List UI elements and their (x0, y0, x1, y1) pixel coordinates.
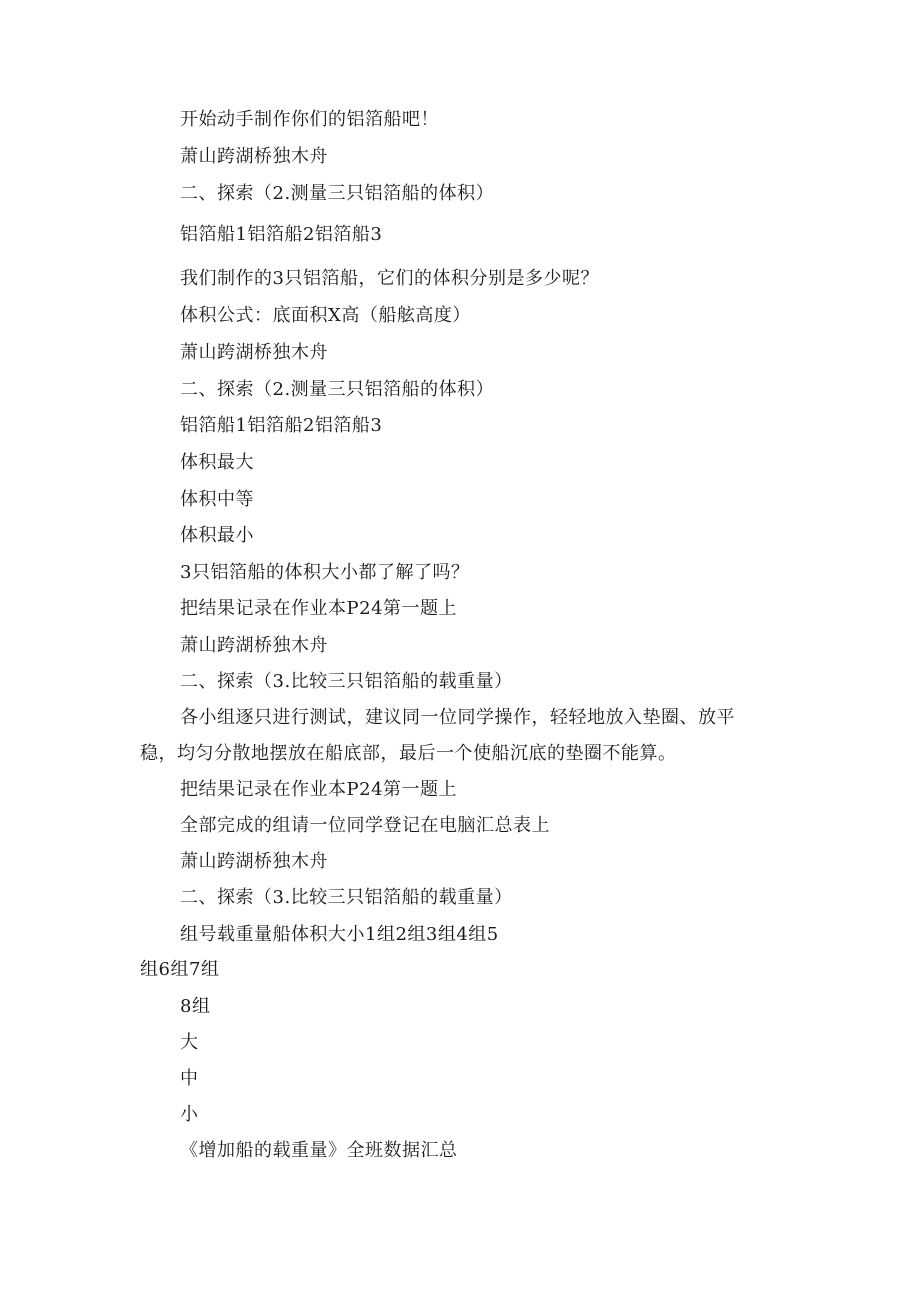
text-line: 大 (180, 1032, 199, 1053)
text-line: 体积最大 (180, 452, 254, 473)
text-line: 我们制作的3只铝箔船，它们的体积分别是多少呢？ (180, 268, 599, 289)
text-line: 体积公式：底面积X高（船舷高度） (180, 305, 471, 326)
text-line: 稳，均匀分散地摆放在船底部，最后一个使船沉底的垫圈不能算。 (140, 743, 677, 764)
text-line: 体积中等 (180, 489, 254, 510)
text-line: 二、探索（2.测量三只铝箔船的体积） (180, 379, 495, 400)
text-line: 全部完成的组请一位同学登记在电脑汇总表上 (180, 815, 550, 836)
text-line: 《增加船的载重量》全班数据汇总 (180, 1140, 458, 1161)
text-line: 中 (180, 1068, 199, 1089)
text-line: 体积最小 (180, 525, 254, 546)
text-line: 二、探索（2.测量三只铝箔船的体积） (180, 183, 495, 204)
text-line: 小 (180, 1104, 199, 1125)
text-line: 8组 (180, 996, 211, 1017)
text-line: 萧山跨湖桥独木舟 (180, 342, 328, 363)
text-line: 把结果记录在作业本P24第一题上 (180, 598, 458, 619)
text-line: 把结果记录在作业本P24第一题上 (180, 779, 458, 800)
text-line: 各小组逐只进行测试，建议同一位同学操作，轻轻地放入垫圈、放平 (180, 707, 735, 728)
text-line: 二、探索（3.比较三只铝箔船的载重量） (180, 671, 513, 692)
text-line: 萧山跨湖桥独木舟 (180, 635, 328, 656)
text-line: 组号载重量船体积大小1组2组3组4组5 (180, 924, 499, 945)
text-line: 二、探索（3.比较三只铝箔船的载重量） (180, 887, 513, 908)
text-line: 组6组7组 (140, 959, 220, 980)
text-line: 铝箔船1铝箔船2铝箔船3 (180, 415, 383, 436)
text-line: 铝箔船1铝箔船2铝箔船3 (180, 224, 383, 245)
text-line: 萧山跨湖桥独木舟 (180, 146, 328, 167)
text-line: 萧山跨湖桥独木舟 (180, 851, 328, 872)
text-line: 3只铝箔船的体积大小都了解了吗？ (180, 562, 470, 583)
text-line: 开始动手制作你们的铝箔船吧！ (180, 109, 439, 130)
